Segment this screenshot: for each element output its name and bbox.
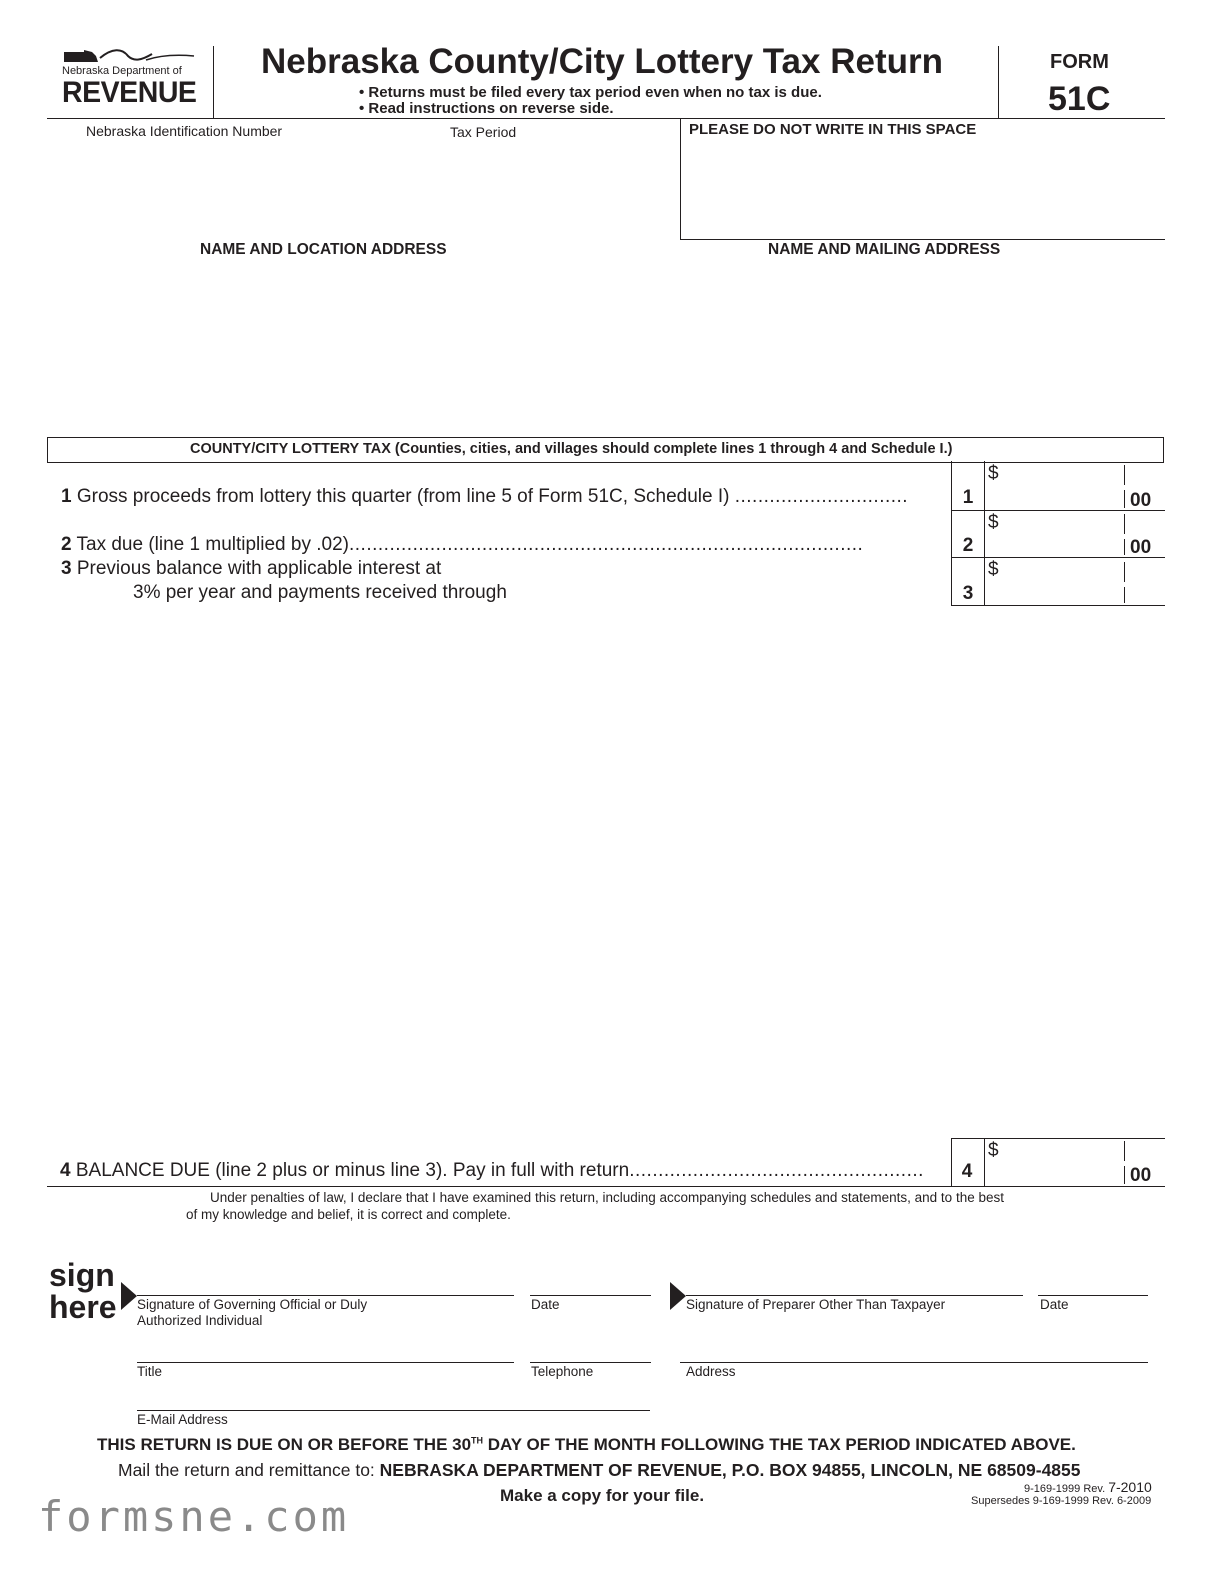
line-4-dots: ...................................................: [629, 1160, 924, 1181]
line-3-text-2: 3% per year and payments received through: [133, 582, 507, 603]
line-2-text: Tax due (line 1 multiplied by .02): [76, 534, 349, 555]
mailing-instruction: [118, 1460, 1081, 1481]
nin-label: Nebraska Identification Number: [86, 123, 283, 139]
email-label: E-Mail Address: [137, 1412, 228, 1427]
line-4: [60, 1160, 924, 1182]
line-1-cents: 00: [1130, 490, 1152, 511]
location-address-label: NAME AND LOCATION ADDRESS: [200, 241, 447, 258]
location-address-input[interactable]: [60, 265, 660, 425]
do-not-write-label: PLEASE DO NOT WRITE IN THIS SPACE: [689, 121, 977, 138]
section-heading: COUNTY/CITY LOTTERY TAX (Counties, cities, and villages should complete lines 1 through 4 and Schedule I.): [190, 441, 953, 457]
form-title: Nebraska County/City Lottery Tax Return: [261, 42, 943, 81]
box-3-number: 3: [962, 583, 974, 604]
header-bullet-1: • Returns must be filed every tax period even when no tax is due.: [359, 84, 822, 101]
due-pre: THIS RETURN IS DUE ON OR BEFORE THE 30: [97, 1435, 472, 1454]
line-3: [61, 558, 441, 580]
title-input[interactable]: [137, 1334, 513, 1361]
form-number: 51C: [1048, 80, 1111, 118]
line-1-amount-input[interactable]: [1004, 480, 1118, 506]
box-2-number: 2: [962, 535, 974, 556]
official-signature-label-2: Authorized Individual: [137, 1313, 263, 1328]
due-post: DAY OF THE MONTH FOLLOWING THE TAX PERIOD INDICATED ABOVE.: [483, 1435, 1076, 1454]
telephone-input[interactable]: [530, 1334, 650, 1361]
preparer-arrow-icon: [670, 1282, 686, 1310]
line-3-number: 3: [61, 558, 72, 579]
rev-pre: 9-169-1999 Rev.: [1024, 1483, 1109, 1495]
section-header-box: [47, 437, 1164, 463]
preparer-address-input[interactable]: [680, 1334, 1148, 1361]
line-2-cents: 00: [1130, 537, 1152, 558]
box-1-number: 1: [962, 487, 974, 508]
nebraska-state-icon: [62, 46, 202, 66]
title-label: Title: [137, 1364, 163, 1379]
line-4-amount-input[interactable]: [1004, 1156, 1118, 1182]
declaration-line-1: Under penalties of law, I declare that I have examined this return, including accompanying schedules and statements, and to the best: [210, 1190, 1004, 1205]
line-2-number: 2: [61, 534, 72, 555]
official-signature-label: Signature of Governing Official or Duly: [137, 1297, 368, 1312]
rev-year: 7-2010: [1108, 1479, 1152, 1495]
mailing-address-input[interactable]: [690, 265, 1160, 425]
telephone-label: Telephone: [531, 1364, 594, 1379]
line-1-number: 1: [61, 486, 72, 507]
date-2-input[interactable]: [1038, 1266, 1148, 1294]
agency-logo: [62, 46, 202, 110]
line-4-dollar: $: [988, 1140, 999, 1161]
sign-word: sign: [49, 1257, 115, 1293]
line-4-number: 4: [60, 1160, 71, 1181]
line-2-dots: .........................................................................................: [349, 534, 864, 555]
line-3-amount-input[interactable]: [1004, 576, 1118, 602]
revision-number: [1024, 1479, 1152, 1495]
tax-period-label: Tax Period: [450, 124, 517, 140]
line-2: [61, 534, 863, 556]
line-1-dollar: $: [988, 463, 999, 484]
due-sup: TH: [471, 1435, 484, 1446]
date-1-label: Date: [531, 1297, 560, 1312]
date-1-input[interactable]: [530, 1266, 650, 1294]
agency-top-text: Nebraska Department of: [62, 65, 182, 77]
box-4-number: 4: [961, 1161, 973, 1182]
supersedes-note: Supersedes 9-169-1999 Rev. 6-2009: [971, 1495, 1152, 1507]
mail-pre: Mail the return and remittance to:: [118, 1460, 380, 1480]
line-1: [61, 486, 908, 508]
line-1-dots: ..............................: [734, 486, 909, 507]
preparer-signature-input[interactable]: [686, 1266, 1022, 1294]
line-1-text: Gross proceeds from lottery this quarter (from line 5 of Form 51C, Schedule I): [76, 486, 735, 507]
nin-input[interactable]: [60, 140, 420, 172]
address-label: Address: [686, 1364, 736, 1379]
mail-address: NEBRASKA DEPARTMENT OF REVENUE, P.O. BOX 94855, LINCOLN, NE 68509-4855: [379, 1460, 1081, 1480]
sign-arrow-icon: [121, 1282, 137, 1310]
watermark: formsne.com: [38, 1492, 350, 1541]
line-3-dollar: $: [988, 559, 999, 580]
header-bullet-2: • Read instructions on reverse side.: [359, 100, 614, 117]
line-4-cents: 00: [1130, 1165, 1152, 1186]
here-word: here: [49, 1289, 117, 1325]
agency-main-text: REVENUE: [62, 76, 197, 109]
date-2-label: Date: [1040, 1297, 1069, 1312]
line-4-text: BALANCE DUE (line 2 plus or minus line 3). Pay in full with return: [75, 1160, 630, 1181]
line-2-amount-input[interactable]: [1004, 528, 1118, 554]
form-label: FORM: [1050, 51, 1109, 73]
declaration-line-2: of my knowledge and belief, it is correct and complete.: [186, 1207, 511, 1222]
tax-period-input[interactable]: [430, 140, 660, 172]
line-3-text: Previous balance with applicable interest at: [76, 558, 442, 579]
official-signature-input[interactable]: [137, 1266, 513, 1294]
mailing-address-label: NAME AND MAILING ADDRESS: [768, 241, 1001, 258]
email-input[interactable]: [137, 1382, 649, 1409]
copy-note: Make a copy for your file.: [500, 1486, 705, 1505]
line-2-dollar: $: [988, 512, 999, 533]
due-date-notice: [97, 1435, 1076, 1455]
preparer-signature-label: Signature of Preparer Other Than Taxpayer: [686, 1297, 946, 1312]
